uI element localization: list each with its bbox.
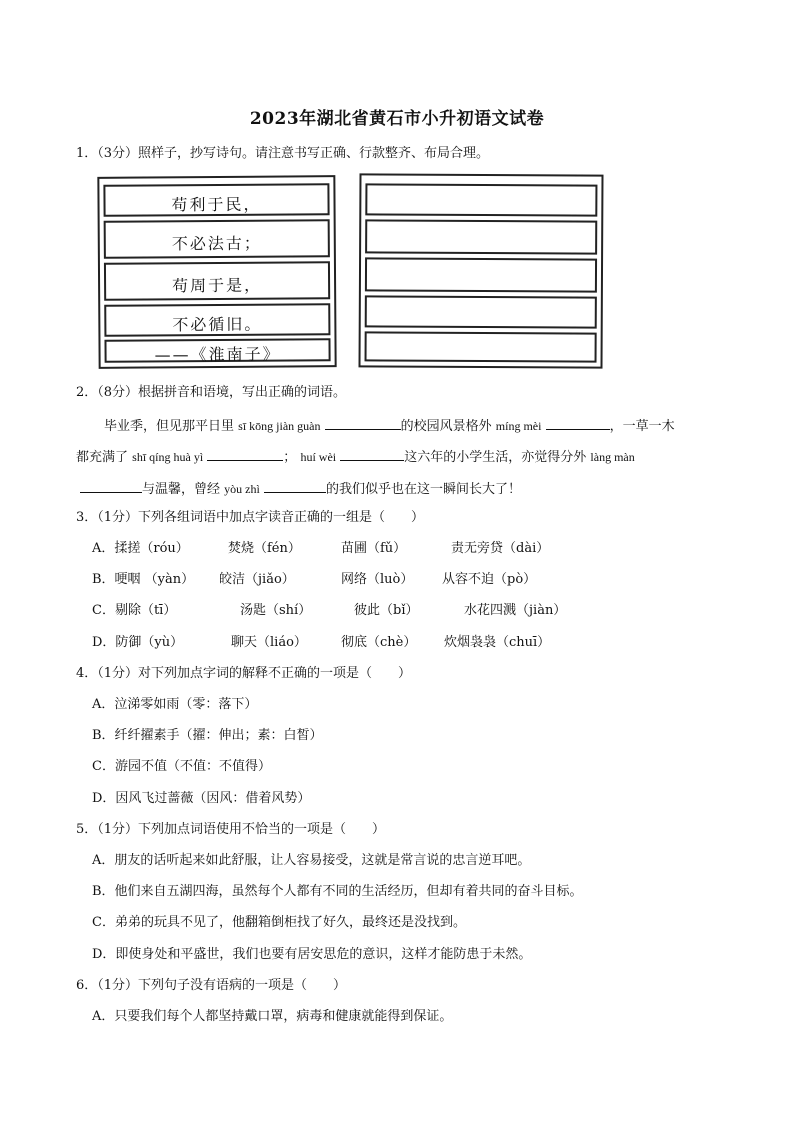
passage-text: 的我们似乎也在这一瞬间长大了！ xyxy=(325,482,521,497)
writing-row[interactable] xyxy=(365,219,597,254)
passage-text: 的校园风景格外 xyxy=(400,419,492,434)
sample-poem-box xyxy=(97,175,336,369)
passage-text: 都充满了 xyxy=(76,450,129,465)
answer-blank[interactable] xyxy=(80,478,142,493)
pinyin-prompt: yòu zhì xyxy=(224,482,260,496)
q5-option-b[interactable]: B．他们来自五湖四海，虽然每个人都有不同的生活经历，但却有着共同的奋斗目标。 xyxy=(92,884,583,899)
pinyin-prompt: míng mèi xyxy=(495,419,542,433)
answer-blank[interactable] xyxy=(325,415,401,430)
question-6-stem: 6．（1分）下列句子没有语病的一项是（ ） xyxy=(76,978,347,993)
passage-text: 这六年的小学生活，亦觉得分外 xyxy=(404,450,587,465)
q3-option-c-word-1[interactable]: C．剔除（tī） xyxy=(92,603,177,618)
poem-line: 苟利于民， xyxy=(171,194,262,215)
poem-line: 不必法古； xyxy=(171,233,262,254)
q3-option-c-word-2: 汤匙（shí） xyxy=(240,603,312,618)
q3-option-b-word-1[interactable]: B．哽咽 （yàn） xyxy=(92,572,195,587)
writing-row[interactable] xyxy=(365,183,597,216)
q3-option-a-word-4: 责无旁贷（dài） xyxy=(451,541,550,556)
passage-text: 毕业季，但见那平日里 xyxy=(104,419,235,434)
q3-option-b-word-4: 从容不迫（pò） xyxy=(442,572,537,587)
passage-text: ，一草一木 xyxy=(609,419,675,434)
q3-option-d-word-2: 聊天（liáo） xyxy=(231,635,307,650)
question-2-line-3 xyxy=(80,478,521,499)
q3-option-b-word-2: 皎洁（jiǎo） xyxy=(219,572,295,587)
answer-blank[interactable] xyxy=(264,478,326,493)
question-4-stem: 4．（1分）对下列加点字词的解释不正确的一项是（ ） xyxy=(76,666,412,681)
question-1-stem: 1．（3分）照样子，抄写诗句。请注意书写正确、行款整齐、布局合理。 xyxy=(76,146,490,161)
poem-row xyxy=(104,261,330,301)
answer-blank[interactable] xyxy=(207,446,283,461)
question-2-line-1 xyxy=(104,415,675,436)
q4-option-b[interactable]: B．纤纤擢素手（擢：伸出；素：白皙） xyxy=(92,728,323,743)
q4-option-c[interactable]: C．游园不值（不值：不值得） xyxy=(92,759,271,774)
q3-option-a-word-2: 焚烧（fén） xyxy=(228,541,301,556)
q3-option-d-word-3: 彻底（chè） xyxy=(341,635,417,650)
q5-option-d[interactable]: D．即使身处和平盛世，我们也要有居安思危的意识，这样才能防患于未然。 xyxy=(92,947,532,962)
q5-option-c[interactable]: C．弟弟的玩具不见了，他翻箱倒柜找了好久，最终还是没找到。 xyxy=(92,915,466,930)
poem-row xyxy=(104,303,330,337)
writing-row[interactable] xyxy=(365,257,597,292)
q3-option-d-word-1[interactable]: D．防御（yù） xyxy=(92,635,184,650)
pinyin-prompt: huí wèi xyxy=(300,450,337,464)
writing-row[interactable] xyxy=(365,295,597,328)
q5-option-a[interactable]: A．朋友的话听起来如此舒服，让人容易接受，这就是常言说的忠言逆耳吧。 xyxy=(92,853,531,868)
passage-text: ； xyxy=(283,450,297,465)
question-3-stem: 3．（1分）下列各组词语中加点字读音正确的一组是（ ） xyxy=(76,510,425,525)
poem-row xyxy=(104,219,330,259)
poem-line: 苟周于是， xyxy=(172,275,263,296)
question-2-line-2 xyxy=(76,446,635,467)
writing-row[interactable] xyxy=(365,331,597,362)
q3-option-b-word-3: 网络（luò） xyxy=(341,572,414,587)
pinyin-prompt: làng màn xyxy=(590,450,635,464)
poem-line: 不必循旧。 xyxy=(172,314,263,335)
q4-option-d[interactable]: D．因风飞过蔷薇（因风：借着风势） xyxy=(92,791,311,806)
answer-blank[interactable] xyxy=(340,446,404,461)
question-2-stem: 2．（8分）根据拼音和语境，写出正确的词语。 xyxy=(76,385,347,400)
q3-option-d-word-4: 炊烟袅袅（chuī） xyxy=(444,635,551,650)
poem-row xyxy=(103,183,329,217)
poem-source: ——《淮南子》 xyxy=(154,344,281,365)
q4-option-a[interactable]: A．泣涕零如雨（零：落下） xyxy=(92,697,258,712)
q3-option-c-word-4: 水花四溅（jiàn） xyxy=(464,603,567,618)
q6-option-a[interactable]: A．只要我们每个人都坚持戴口罩，病毒和健康就能得到保证。 xyxy=(92,1009,453,1024)
pinyin-prompt: sī kōng jiàn guàn xyxy=(238,419,321,433)
q3-option-c-word-3: 彼此（bǐ） xyxy=(354,603,419,618)
pinyin-prompt: shī qíng huà yì xyxy=(132,450,204,464)
answer-blank[interactable] xyxy=(546,415,610,430)
copy-writing-box[interactable] xyxy=(358,173,603,368)
poem-row xyxy=(104,338,330,363)
q3-option-a-word-1[interactable]: A．揉搓（róu） xyxy=(92,541,189,556)
q3-option-a-word-3: 苗圃（fǔ） xyxy=(341,541,407,556)
page-title: 2023年湖北省黄石市小升初语文试卷 xyxy=(249,109,545,129)
question-5-stem: 5．（1分）下列加点词语使用不恰当的一项是（ ） xyxy=(76,822,386,837)
passage-text: 与温馨，曾经 xyxy=(142,482,221,497)
